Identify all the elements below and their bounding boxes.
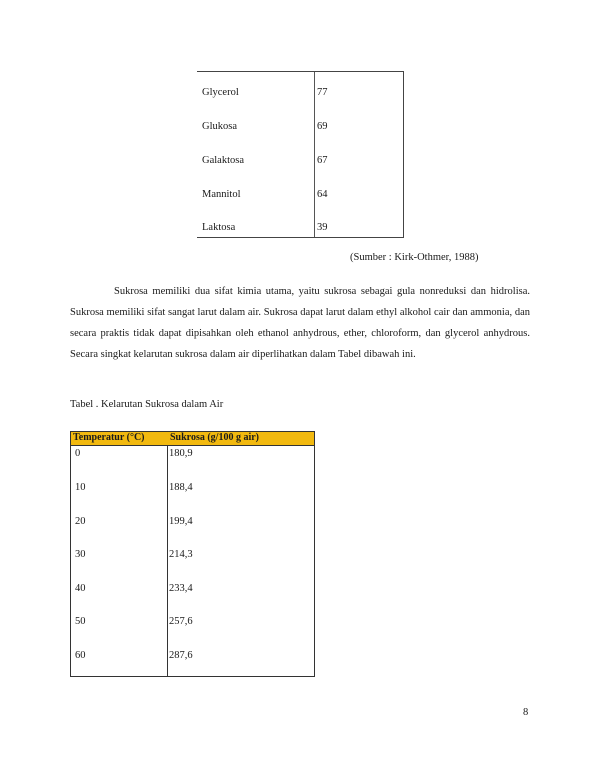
table-row [71, 482, 314, 516]
table-row [71, 549, 314, 583]
header-solubility: Sukrosa (g/100 g air) [170, 432, 259, 443]
table-header [71, 432, 314, 446]
table-row [197, 222, 403, 256]
solubility-cell: 214,3 [169, 549, 193, 560]
solubility-cell: 257,6 [169, 616, 193, 627]
solubility-cell: 180,9 [169, 448, 193, 459]
solubility-cell: 287,6 [169, 650, 193, 661]
table-row [71, 583, 314, 617]
row-name: Glukosa [202, 121, 237, 132]
paragraph-text: Sukrosa memiliki dua sifat kimia utama, yaitu sukrosa sebagai gula nonreduksi dan hidrolisa. Sukrosa memiliki sifat sangat larut dalam air. Sukrosa dapat larut dalam ethyl alkohol cair dan ammonia, dan secara praktis tidak dapat dipisahkan oleh ethanol anhydrous, ether, chloroform, dan glycerol anhydrous. Secara singkat kelarutan sukrosa dalam air diperlihatkan dalam Tabel dibawah ini. [70, 286, 530, 360]
sugar-sweetness-table [197, 71, 404, 238]
solubility-cell: 233,4 [169, 583, 193, 594]
row-value: 67 [317, 155, 328, 166]
row-name: Laktosa [202, 222, 236, 233]
temperature-cell: 60 [75, 650, 86, 661]
temperature-cell: 50 [75, 616, 86, 627]
temperature-cell: 10 [75, 482, 86, 493]
table-caption: Tabel . Kelarutan Sukrosa dalam Air [70, 399, 224, 410]
row-value: 69 [317, 121, 328, 132]
temperature-cell: 40 [75, 583, 86, 594]
row-value: 39 [317, 222, 328, 233]
sucrose-solubility-table [70, 431, 315, 677]
table-row [71, 516, 314, 550]
row-name: Mannitol [202, 189, 241, 200]
table-row [71, 650, 314, 684]
temperature-cell: 30 [75, 549, 86, 560]
body-paragraph [70, 281, 530, 365]
solubility-cell: 199,4 [169, 516, 193, 527]
row-value: 77 [317, 87, 328, 98]
temperature-cell: 0 [75, 448, 81, 459]
table-row [197, 189, 403, 223]
table-row [197, 155, 403, 189]
table-row [71, 448, 314, 482]
table-row [197, 121, 403, 155]
table-row [197, 87, 403, 121]
row-value: 64 [317, 189, 328, 200]
table-row [71, 616, 314, 650]
row-name: Galaktosa [202, 155, 244, 166]
temperature-cell: 20 [75, 516, 86, 527]
page-number: 8 [523, 707, 529, 718]
row-name: Glycerol [202, 87, 239, 98]
solubility-cell: 188,4 [169, 482, 193, 493]
header-temperature: Temperatur (°C) [73, 432, 145, 443]
source-citation: (Sumber : Kirk-Othmer, 1988) [350, 252, 479, 263]
